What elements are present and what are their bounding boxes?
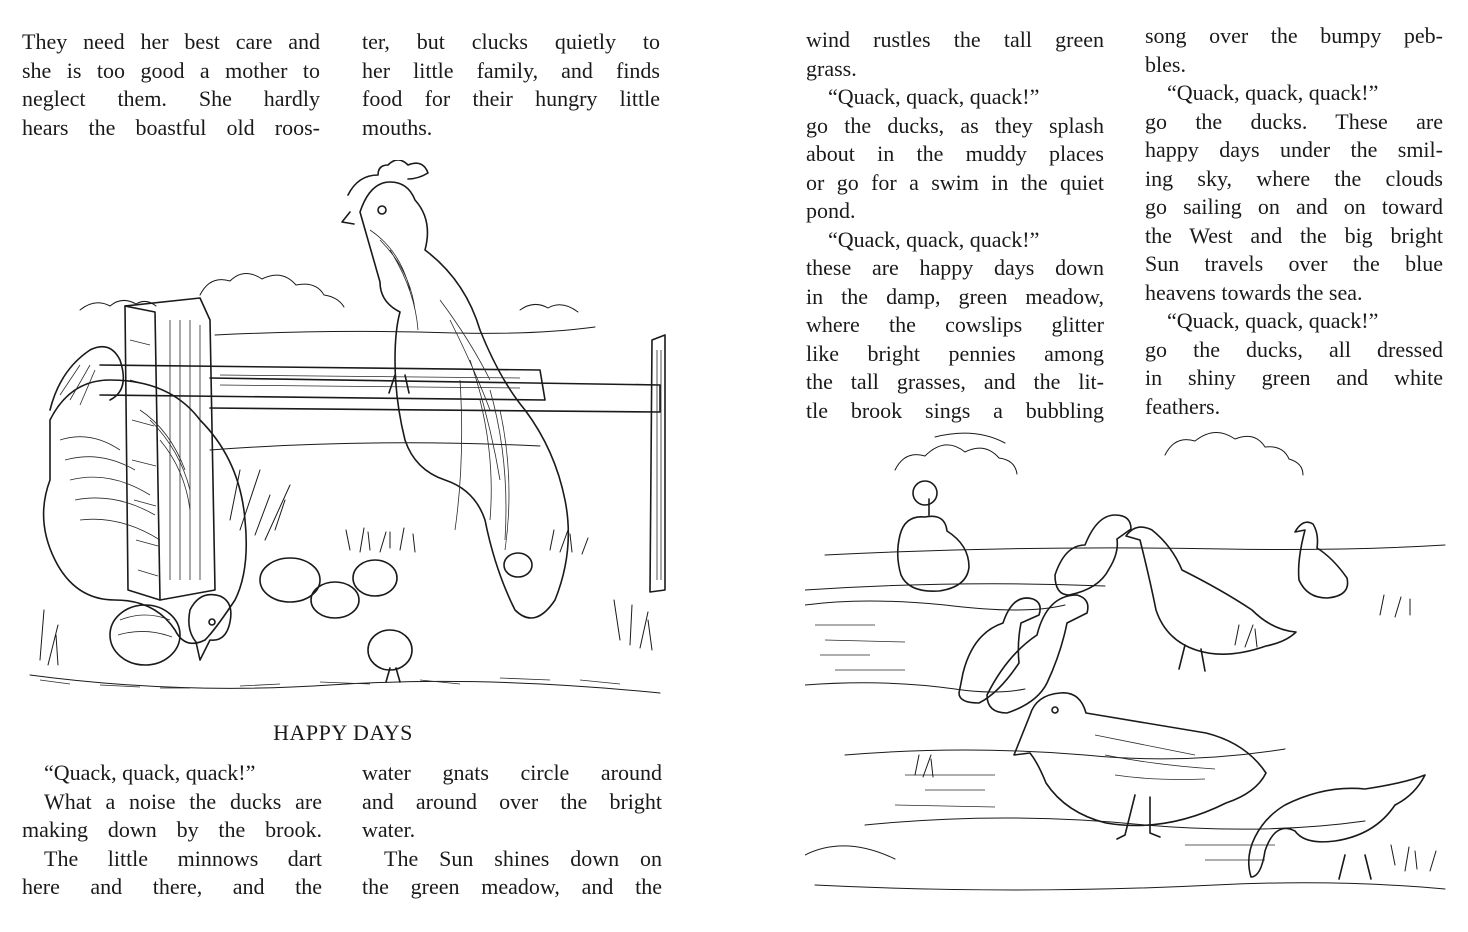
text-line: water.	[362, 817, 416, 842]
text-line: “Quack, quack, quack!”	[1167, 80, 1379, 105]
text-line: go the ducks. These are	[1145, 108, 1443, 134]
text-line: happy days under the smil-	[1145, 137, 1443, 162]
text-line: hears the boastful old roos-	[22, 114, 320, 140]
text-line: bles.	[1145, 51, 1186, 77]
right-column-1	[806, 26, 1104, 425]
left-bottom-column-2	[362, 759, 662, 902]
rooster-hen-illustration	[20, 160, 670, 705]
text-line: the West and the big bright	[1145, 222, 1443, 248]
text-line: They need her best care and	[22, 29, 320, 54]
text-line: The little minnows dart	[44, 845, 322, 871]
text-line: ing sky, where the clouds	[1145, 165, 1443, 191]
right-column-2	[1145, 22, 1443, 421]
text-line: wind rustles the tall green	[806, 27, 1104, 52]
text-line: grass.	[806, 55, 857, 81]
left-top-column-1	[22, 28, 320, 142]
text-line: ter, but clucks quietly to	[362, 29, 660, 54]
text-line: go sailing on and on toward	[1145, 194, 1443, 219]
text-line: tle brook sings a bubbling	[806, 397, 1104, 423]
text-line: here and there, and the	[22, 874, 322, 899]
text-line: or go for a swim in the quiet	[806, 169, 1104, 195]
text-line: her little family, and finds	[362, 57, 660, 83]
text-line: feathers.	[1145, 393, 1221, 419]
left-top-column-2	[362, 28, 660, 142]
text-line: “Quack, quack, quack!”	[828, 226, 1040, 252]
text-line: where the cowslips glitter	[806, 312, 1104, 337]
text-line: like bright pennies among	[806, 340, 1104, 366]
text-line: the green meadow, and the	[362, 874, 662, 899]
text-line: making down by the brook.	[22, 817, 322, 842]
text-line: “Quack, quack, quack!”	[1167, 308, 1379, 333]
text-line: “Quack, quack, quack!”	[44, 760, 256, 785]
text-line: in shiny green and white	[1145, 365, 1443, 390]
text-line: neglect them. She hardly	[22, 86, 320, 111]
text-line: these are happy days down	[806, 255, 1104, 280]
text-line: about in the muddy places	[806, 141, 1104, 166]
text-line: “Quack, quack, quack!”	[828, 84, 1040, 109]
text-line: mouths.	[362, 114, 433, 140]
text-line: in the damp, green meadow,	[806, 283, 1104, 309]
text-line: food for their hungry little	[362, 86, 660, 111]
text-line: pond.	[806, 198, 856, 223]
text-line: What a noise the ducks are	[44, 788, 322, 814]
text-line: The Sun shines down on	[384, 845, 662, 871]
text-line: the tall grasses, and the lit-	[806, 369, 1104, 394]
text-line: water gnats circle around	[362, 760, 662, 785]
text-line: song over the bumpy peb-	[1145, 23, 1443, 48]
text-line: Sun travels over the blue	[1145, 251, 1443, 276]
text-line: go the ducks, as they splash	[806, 112, 1104, 138]
left-bottom-column-1	[22, 759, 322, 902]
section-heading: HAPPY DAYS	[273, 720, 413, 745]
text-line: and around over the bright	[362, 788, 662, 814]
ducks-illustration	[805, 425, 1455, 900]
text-line: heavens towards the sea.	[1145, 279, 1363, 305]
text-line: she is too good a mother to	[22, 57, 320, 83]
text-line: go the ducks, all dressed	[1145, 336, 1443, 362]
